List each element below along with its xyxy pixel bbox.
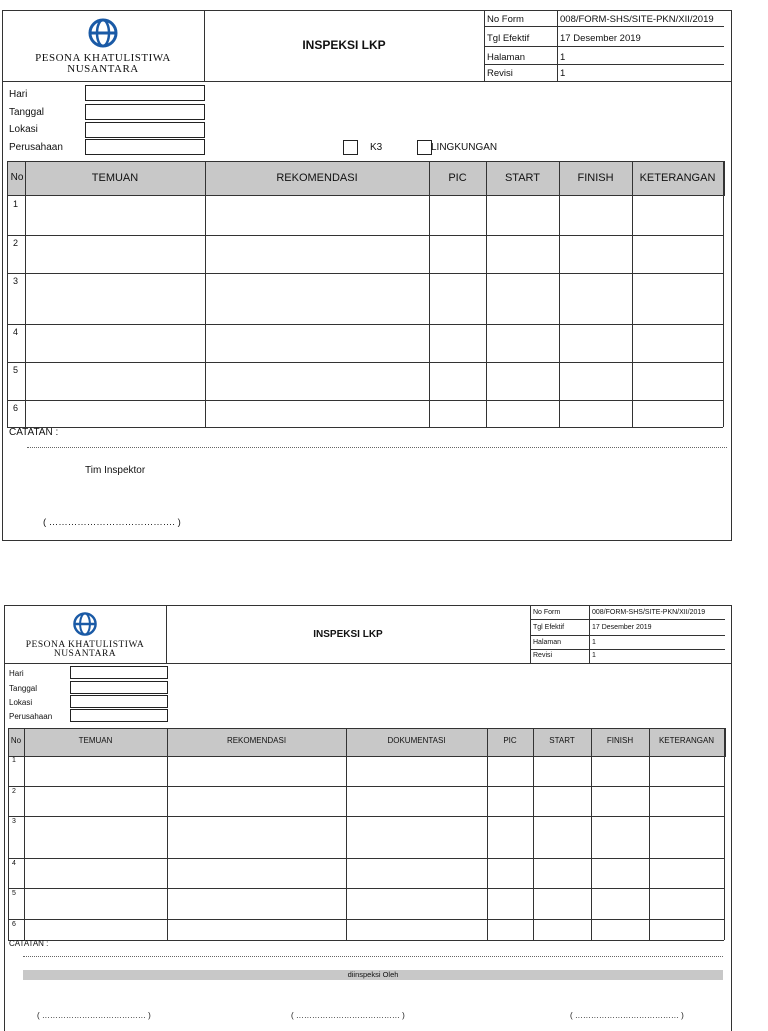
grid-line: [205, 161, 206, 427]
hari-input[interactable]: [85, 85, 205, 101]
header-bottom-line: [5, 663, 731, 664]
tanggal-input[interactable]: [85, 104, 205, 120]
column-header-start: START: [549, 736, 575, 745]
row-number: 6: [12, 921, 16, 928]
grid-line: [632, 161, 633, 427]
row-line: [8, 940, 724, 941]
lokasi-input[interactable]: [85, 122, 205, 138]
diinspeksi-label: diinspeksi Oleh: [347, 970, 399, 979]
meta-label-no-form: No Form: [487, 14, 524, 25]
column-header-rekomendasi: REKOMENDASI: [226, 736, 287, 745]
column-header-rekomendasi: REKOMENDASI: [276, 172, 358, 184]
meta-value-revisi: 1: [560, 68, 566, 79]
row-number: 1: [13, 199, 19, 209]
row-number: 2: [13, 238, 19, 248]
form-title: INSPEKSI LKP: [302, 38, 386, 52]
hari-input[interactable]: [70, 666, 168, 679]
column-header-pic: PIC: [503, 736, 517, 745]
column-header-temuan: TEMUAN: [91, 172, 139, 184]
company-name-line2: NUSANTARA: [67, 63, 139, 75]
row-line: [8, 888, 724, 889]
meta-line: [530, 649, 725, 650]
lingkungan-checkbox[interactable]: [417, 140, 432, 155]
grid-line: [429, 161, 430, 427]
meta-value-no-form: 008/FORM-SHS/SITE-PKN/XII/2019: [560, 14, 714, 25]
meta-label-revisi: Revisi: [533, 652, 553, 659]
column-header-pic: PIC: [448, 172, 467, 184]
column-header-keterangan: KETERANGAN: [639, 172, 716, 184]
grid-line: [723, 161, 724, 427]
meta-label-revisi: Revisi: [487, 68, 513, 79]
column-header-start: START: [504, 172, 541, 184]
field-label-perusahaan: Perusahaan: [9, 142, 63, 153]
signature-line: ( ………………………………… ): [37, 1011, 151, 1020]
meta-line: [484, 64, 724, 65]
grid-line: [24, 728, 25, 940]
row-line: [7, 400, 723, 401]
field-label-hari: Hari: [9, 669, 24, 678]
company-name-line2: NUSANTARA: [53, 649, 117, 659]
perusahaan-input[interactable]: [70, 709, 168, 722]
column-header-keterangan: KETERANGAN: [658, 736, 715, 745]
signature-line: ( ………………………………… ): [570, 1011, 684, 1020]
signature-line: ( ………………………………… ): [291, 1011, 405, 1020]
meta-label-halaman: Halaman: [487, 52, 526, 63]
field-label-lokasi: Lokasi: [9, 698, 33, 707]
row-line: [7, 362, 723, 363]
grid-line: [25, 161, 26, 427]
meta-value-tgl-efektif: 17 Desember 2019: [592, 624, 652, 631]
column-header-no: No: [10, 736, 22, 745]
meta-line: [530, 635, 725, 636]
company-name-line1: PESONA KHATULISTIWA: [25, 640, 145, 650]
grid-line: [559, 161, 560, 427]
k3-label: K3: [370, 142, 383, 153]
grid-line: [8, 728, 9, 940]
inspection-form-2: [4, 605, 732, 1031]
grid-line: [649, 728, 650, 940]
row-number: 3: [13, 276, 19, 286]
lingkungan-label: LINGKUNGAN: [431, 142, 498, 153]
tanggal-input[interactable]: [70, 681, 168, 694]
column-header-finish: FINISH: [577, 172, 614, 184]
company-logo-icon: [72, 611, 98, 637]
catatan-line: [27, 447, 727, 448]
row-line: [8, 816, 724, 817]
grid-line: [167, 728, 168, 940]
column-header-finish: FINISH: [606, 736, 634, 745]
field-label-tanggal: Tanggal: [9, 684, 38, 693]
grid-line: [486, 161, 487, 427]
grid-line: [487, 728, 488, 940]
row-number: 2: [12, 788, 16, 795]
meta-label-halaman: Halaman: [533, 639, 562, 646]
tim-inspektor-label: Tim Inspektor: [85, 465, 146, 476]
k3-checkbox[interactable]: [343, 140, 358, 155]
row-line: [7, 324, 723, 325]
perusahaan-input[interactable]: [85, 139, 205, 155]
row-number: 1: [12, 757, 16, 764]
row-line: [8, 919, 724, 920]
inspection-form-1: [2, 10, 732, 541]
field-label-perusahaan: Perusahaan: [9, 712, 53, 721]
row-line: [8, 858, 724, 859]
header-bottom-line: [3, 81, 731, 82]
meta-value-no-form: 008/FORM-SHS/SITE-PKN/XII/2019: [592, 609, 706, 616]
row-line: [8, 786, 724, 787]
meta-value-halaman: 1: [560, 52, 566, 63]
form-title: INSPEKSI LKP: [313, 629, 383, 640]
company-logo-icon: [87, 17, 119, 49]
meta-label-tgl-efektif: Tgl Efektif: [487, 33, 530, 44]
catatan-label: CATATAN :: [9, 427, 59, 438]
catatan-line: [23, 956, 723, 957]
row-number: 4: [13, 327, 19, 337]
company-name-line1: PESONA KHATULISTIWA: [35, 52, 171, 64]
row-line: [7, 273, 723, 274]
meta-value-halaman: 1: [592, 639, 596, 646]
meta-line: [530, 619, 725, 620]
meta-label-no-form: No Form: [533, 609, 561, 616]
row-line: [7, 427, 723, 428]
row-number: 5: [13, 365, 19, 375]
column-header-dokumentasi: DOKUMENTASI: [387, 736, 446, 745]
grid-line: [7, 161, 8, 427]
meta-value-revisi: 1: [592, 652, 596, 659]
grid-line: [724, 728, 725, 940]
row-number: 6: [13, 403, 19, 413]
grid-line: [533, 728, 534, 940]
column-header-temuan: TEMUAN: [78, 736, 113, 745]
field-label-hari: Hari: [9, 89, 28, 100]
row-number: 5: [12, 890, 16, 897]
grid-line: [346, 728, 347, 940]
row-number: 4: [12, 860, 16, 867]
row-number: 3: [12, 818, 16, 825]
signature-line: ( …………………………………. ): [43, 517, 181, 528]
lokasi-input[interactable]: [70, 695, 168, 708]
meta-value-tgl-efektif: 17 Desember 2019: [560, 33, 641, 44]
meta-line: [484, 26, 724, 27]
field-label-lokasi: Lokasi: [9, 124, 38, 135]
column-header-no: No: [10, 172, 24, 183]
field-label-tanggal: Tanggal: [9, 107, 45, 118]
catatan-label: CATATAN :: [9, 939, 49, 948]
meta-label-tgl-efektif: Tgl Efektif: [533, 624, 565, 631]
grid-line: [591, 728, 592, 940]
row-line: [7, 235, 723, 236]
meta-line: [484, 46, 724, 47]
